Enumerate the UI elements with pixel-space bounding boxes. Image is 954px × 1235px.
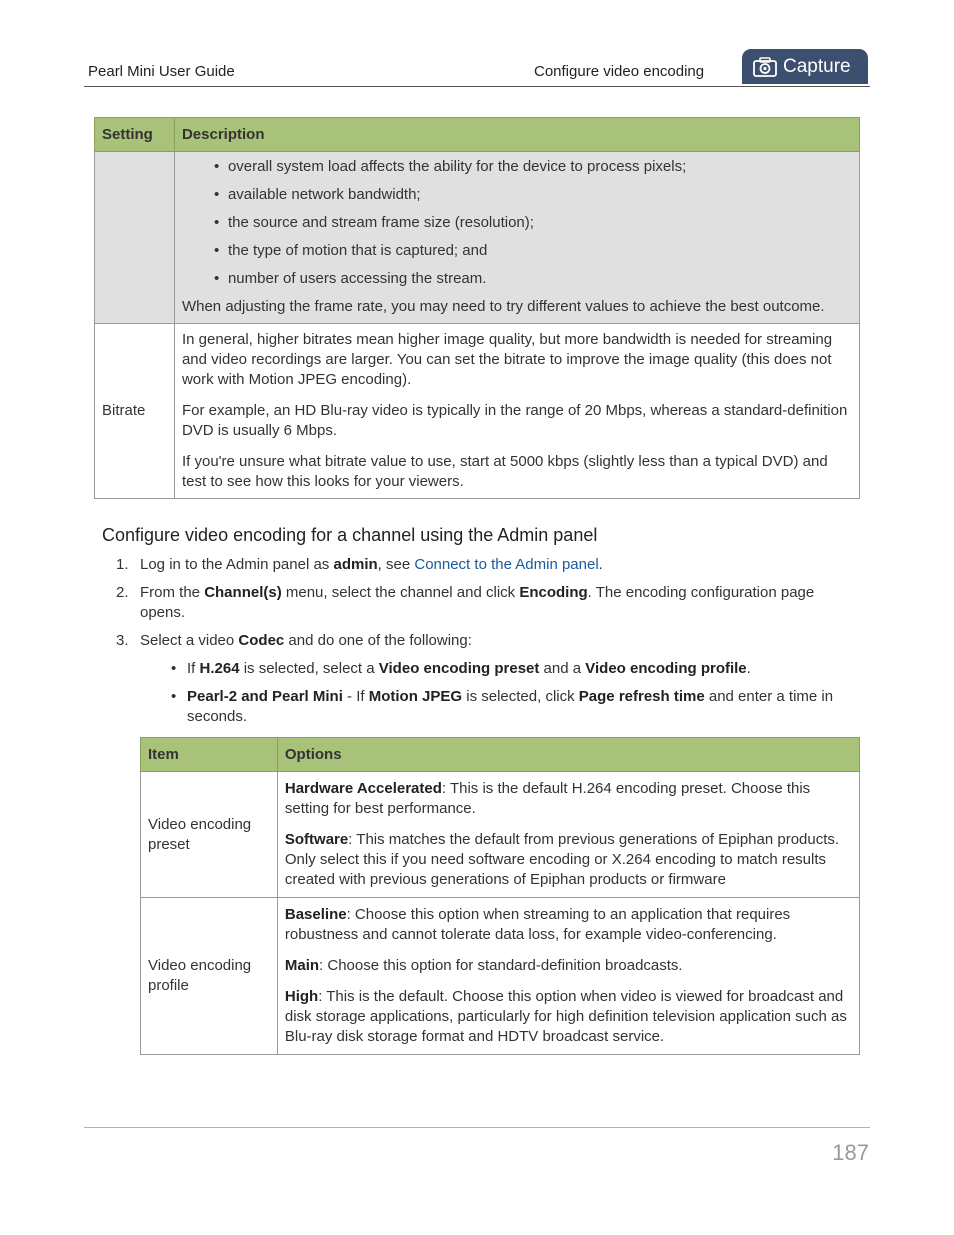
option-name: Baseline bbox=[284, 906, 347, 923]
refresh-time-label: Page refresh time bbox=[578, 688, 705, 705]
option-text: : This matches the default from previous generations of Epiphan products. Only select this if you need software encoding or X.264 encoding to match results created with previous generations of Epiphan products or firmware bbox=[284, 831, 840, 888]
step-text: , see bbox=[377, 556, 415, 573]
col-description-header: Description bbox=[174, 118, 859, 152]
profile-label: Video encoding profile bbox=[585, 660, 747, 677]
option-paragraph bbox=[285, 905, 852, 945]
mjpeg-label: Motion JPEG bbox=[368, 688, 463, 705]
bullet-list bbox=[182, 157, 852, 289]
option-name: Hardware Accelerated bbox=[284, 780, 442, 797]
page-number: 187 bbox=[832, 1140, 869, 1165]
step-text: and do one of the following: bbox=[284, 632, 472, 649]
option-name: Software bbox=[284, 831, 349, 848]
description-cell bbox=[174, 324, 859, 499]
admin-user-label: admin bbox=[333, 556, 378, 573]
bitrate-paragraph: In general, higher bitrates mean higher image quality, but more bandwidth is needed for streaming and video recordings are larger. You can set the bitrate to improve the image quality (this does not work with Motion JPEG encoding). bbox=[181, 331, 833, 388]
table-row bbox=[95, 152, 860, 324]
footer-rule bbox=[84, 1127, 870, 1128]
step-text: and a bbox=[539, 660, 586, 677]
table-row bbox=[141, 898, 860, 1055]
models-label: Pearl-2 and Pearl Mini bbox=[187, 688, 343, 705]
steps-list bbox=[103, 555, 843, 735]
description-cell bbox=[174, 152, 859, 324]
options-table bbox=[140, 737, 860, 1055]
step-text: is selected, select a bbox=[239, 660, 379, 677]
col-item-header: Item bbox=[141, 738, 278, 772]
col-setting-header: Setting bbox=[95, 118, 175, 152]
sub-item bbox=[187, 659, 843, 679]
section-title: Configure video encoding bbox=[534, 63, 705, 80]
h264-label: H.264 bbox=[199, 660, 240, 677]
setting-cell: Bitrate bbox=[95, 324, 175, 499]
step-1 bbox=[103, 555, 843, 575]
admin-panel-link[interactable]: Connect to the Admin panel bbox=[414, 556, 599, 573]
list-item: • the source and stream frame size (resolution); bbox=[228, 213, 852, 233]
step-text: . The encoding configuration page opens. bbox=[140, 584, 815, 621]
step-2 bbox=[103, 583, 843, 623]
step-text: and enter a time in seconds. bbox=[187, 688, 834, 725]
option-text: : This is the default H.264 encoding preset. Choose this setting for best performance. bbox=[284, 780, 811, 817]
col-options-header: Options bbox=[277, 738, 859, 772]
step-text: From the bbox=[140, 584, 205, 601]
setting-cell bbox=[95, 152, 175, 324]
list-item: • the type of motion that is captured; and bbox=[228, 241, 852, 261]
sub-item bbox=[187, 687, 843, 727]
step-text: menu, select the channel and click bbox=[281, 584, 520, 601]
step-text: Log in to the Admin panel as bbox=[140, 556, 334, 573]
codec-label: Codec bbox=[238, 632, 285, 649]
preset-label: Video encoding preset bbox=[378, 660, 540, 677]
table-header-row bbox=[141, 738, 860, 772]
channels-menu-label: Channel(s) bbox=[204, 584, 282, 601]
step-number: 2. bbox=[116, 584, 129, 601]
encoding-label: Encoding bbox=[519, 584, 588, 601]
step-number: 1. bbox=[116, 556, 129, 573]
bitrate-paragraph: For example, an HD Blu-ray video is typically in the range of 20 Mbps, whereas a standard-definition DVD is usually 6 Mbps. bbox=[181, 402, 848, 439]
table-row bbox=[95, 324, 860, 499]
capture-badge bbox=[742, 49, 868, 84]
option-name: Main bbox=[284, 957, 320, 974]
list-item: • overall system load affects the ability for the device to process pixels; bbox=[228, 157, 852, 177]
list-item: • number of users accessing the stream. bbox=[228, 269, 852, 289]
item-cell: Video encoding preset bbox=[141, 772, 278, 898]
step-text: If bbox=[187, 660, 200, 677]
step-text: is selected, click bbox=[462, 688, 579, 705]
item-cell: Video encoding profile bbox=[141, 898, 278, 1055]
header-rule bbox=[84, 86, 870, 87]
table-header-row bbox=[95, 118, 860, 152]
bitrate-paragraph: If you're unsure what bitrate value to use, start at 5000 kbps (slightly less than a typical DVD) and test to see how this looks for your viewers. bbox=[181, 453, 828, 490]
step-text: Select a video bbox=[140, 632, 239, 649]
step-3 bbox=[103, 631, 843, 727]
option-paragraph bbox=[285, 830, 852, 890]
frame-rate-note: When adjusting the frame rate, you may need to try different values to achieve the best outcome. bbox=[181, 298, 825, 315]
camera-icon bbox=[753, 57, 777, 77]
option-text: : Choose this option for standard-definition broadcasts. bbox=[319, 957, 683, 974]
guide-title: Pearl Mini User Guide bbox=[88, 63, 235, 80]
step-text: - If bbox=[342, 688, 369, 705]
option-paragraph bbox=[285, 987, 852, 1047]
brand-label: Capture bbox=[783, 55, 851, 77]
option-paragraph bbox=[285, 779, 852, 819]
step-text: . bbox=[598, 556, 603, 573]
settings-table bbox=[94, 117, 860, 499]
option-text: : This is the default. Choose this option when video is viewed for broadcast and disk storage applications, particularly for high definition television application such as Blu-ray disk storage format and HDTV broadcast service. bbox=[284, 988, 847, 1045]
options-cell bbox=[277, 772, 859, 898]
option-name: High bbox=[284, 988, 319, 1005]
option-paragraph bbox=[285, 956, 852, 976]
option-text: : Choose this option when streaming to an application that requires robustness and cannot tolerate data loss, for example video-conferencing. bbox=[284, 906, 791, 943]
step-text: . bbox=[746, 660, 751, 677]
table-row bbox=[141, 772, 860, 898]
step-number: 3. bbox=[116, 632, 129, 649]
options-cell bbox=[277, 898, 859, 1055]
section-heading: Configure video encoding for a channel using the Admin panel bbox=[102, 525, 598, 545]
sub-list bbox=[140, 659, 843, 727]
list-item: • available network bandwidth; bbox=[228, 185, 852, 205]
